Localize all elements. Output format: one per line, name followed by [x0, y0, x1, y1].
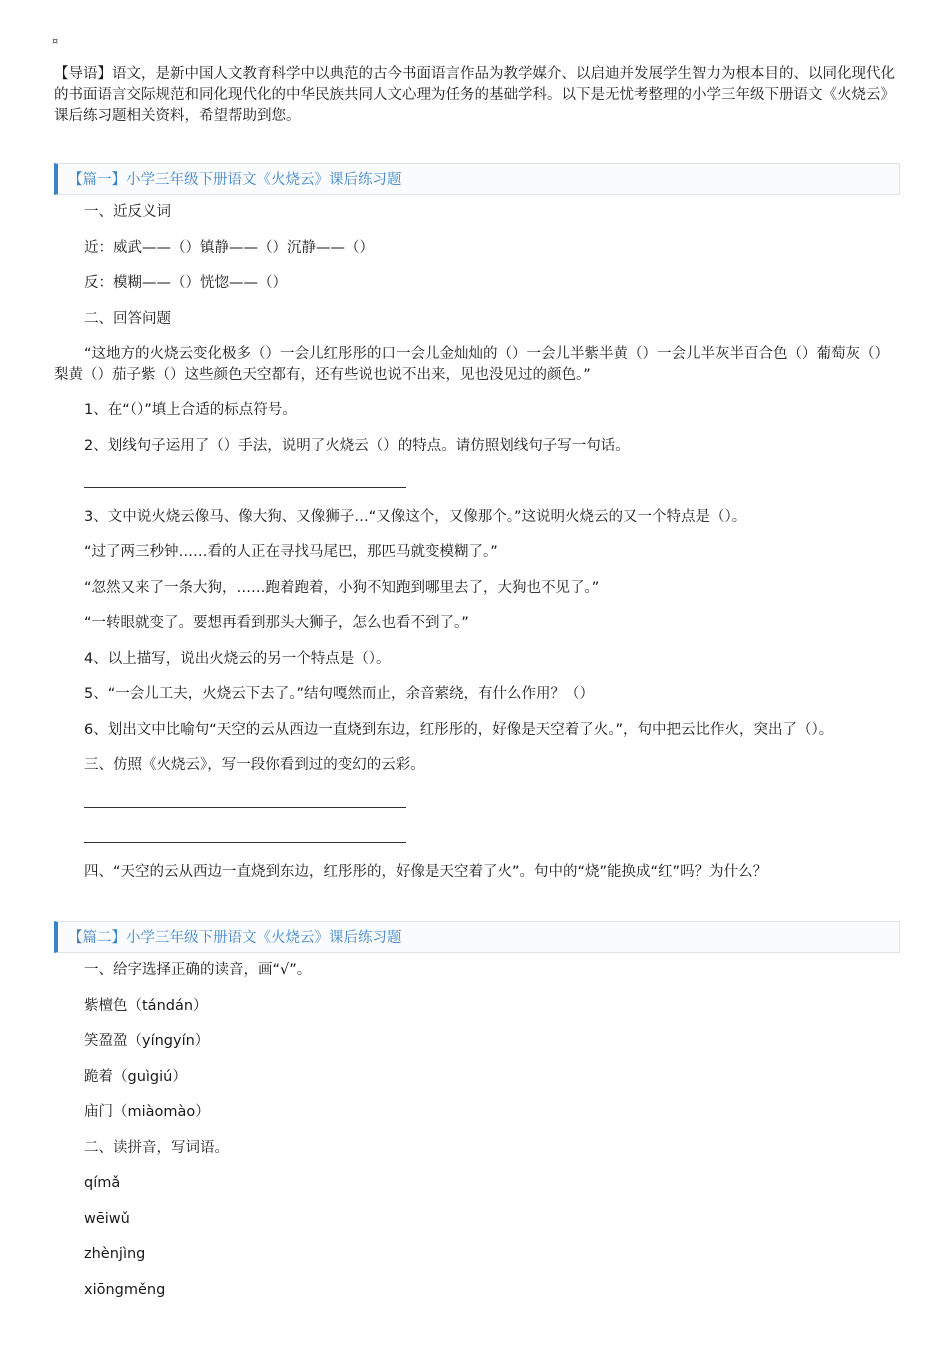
answer-rule-3: [84, 842, 406, 843]
section2-line-7: wēiwǔ: [84, 1210, 130, 1227]
section1-body: [54, 195, 900, 337]
section1-line-b1: 2、划线句子运用了（）手法，说明了火烧云（）的特点。请仿照划线句子写一句话。: [84, 437, 630, 454]
section2-line-9: xiōngměng: [84, 1281, 166, 1298]
answer-line-2[interactable]: [54, 784, 900, 820]
section1-questions-d: [54, 855, 900, 891]
section1-line-a2: 反：模糊——（）恍惚——（）: [84, 275, 287, 291]
answer-rule-2: [84, 807, 406, 808]
section1-line-b0: 1、在“（）”填上合适的标点符号。: [84, 402, 297, 418]
section1-line-d0: 四、“天空的云从西边一直烧到东边，红彤彤的，好像是天空着了火”。句中的“烧”能换成“红”吗？为什么？: [84, 863, 768, 880]
section2-line-8: zhènjìng: [84, 1246, 146, 1262]
section1-line-a1: 近：威武——（）镇静——（）沉静——（）: [84, 239, 374, 256]
section1-questions-b: [54, 393, 900, 464]
answer-rule-1: [84, 487, 406, 488]
section1-line-c2: “忽然又来了一条大狗，……跑着跑着，小狗不知跑到哪里去了，大狗也不见了。”: [84, 579, 600, 596]
document-page: [54, 36, 900, 1308]
section1-line-a0: 一、近反义词: [84, 204, 171, 220]
section2-line-5: 二、读拼音，写词语。: [84, 1139, 229, 1156]
intro-paragraph: 【导语】语文，是新中国人文教育科学中以典范的古今书面语言作品为教学媒介、以启迪并发展学生智力为根本目的、以同化现代化的书面语言交际规范和同化现代化的中华民族共同人文心理为任务的基础学科。以下是无忧考整理的小学三年级下册语文《火烧云》课后练习题相关资料，希望帮助到您。: [54, 66, 895, 124]
section1-line-a3: 二、回答问题: [84, 310, 171, 327]
answer-line-1[interactable]: [54, 464, 900, 500]
section1-line-c3: “一转眼就变了。要想再看到那头大狮子，怎么也看不到了。”: [84, 615, 469, 631]
section2-line-1: 紫檀色（tándán）: [84, 997, 208, 1014]
section1-line-c6: 6、划出文中比喻句“天空的云从西边一直烧到东边，红彤彤的，好像是天空着了火。”，句中把云比作火，突出了（）。: [84, 721, 834, 738]
section1-line-c7: 三、仿照《火烧云》，写一段你看到过的变幻的云彩。: [84, 757, 425, 773]
section2-line-4: 庙门（miàomào）: [84, 1104, 210, 1120]
section2-line-2: 笑盈盈（yíngyín）: [84, 1033, 210, 1049]
section2-line-0: 一、给字选择正确的读音，画“√”。: [84, 962, 312, 978]
section1-line-c0: 3、文中说火烧云像马、像大狗、又像狮子…“又像这个，又像那个。”这说明火烧云的又一个特点是（）。: [84, 508, 747, 525]
section1-line-c5: 5、“一会儿工夫，火烧云下去了。”结句嘎然而止，余音萦绕，有什么作用？（）: [84, 686, 594, 702]
section1-line-c4: 4、以上描写，说出火烧云的另一个特点是（）。: [84, 650, 391, 667]
page-marker: ¤: [52, 36, 59, 47]
answer-line-3[interactable]: [54, 819, 900, 855]
section1-heading: 【篇一】小学三年级下册语文《火烧云》课后练习题: [54, 163, 900, 195]
section2-heading: 【篇二】小学三年级下册语文《火烧云》课后练习题: [54, 921, 900, 953]
section1-line-c1: “过了两三秒钟……看的人正在寻找马尾巴，那匹马就变模糊了。”: [84, 544, 498, 560]
section1-passage: “这地方的火烧云变化极多（）一会儿红彤彤的口一会儿金灿灿的（）一会儿半紫半黄（）一会儿半灰半百合色（）葡萄灰（）梨黄（）茄子紫（）这些颜色天空都有，还有些说也说不出来，见也没见过的颜色。”: [54, 346, 890, 383]
section2-body: [54, 953, 900, 1308]
section2-line-6: qímǎ: [84, 1175, 121, 1191]
section1-questions-c: [54, 500, 900, 784]
section2-line-3: 跪着（guìgiú）: [84, 1068, 187, 1085]
